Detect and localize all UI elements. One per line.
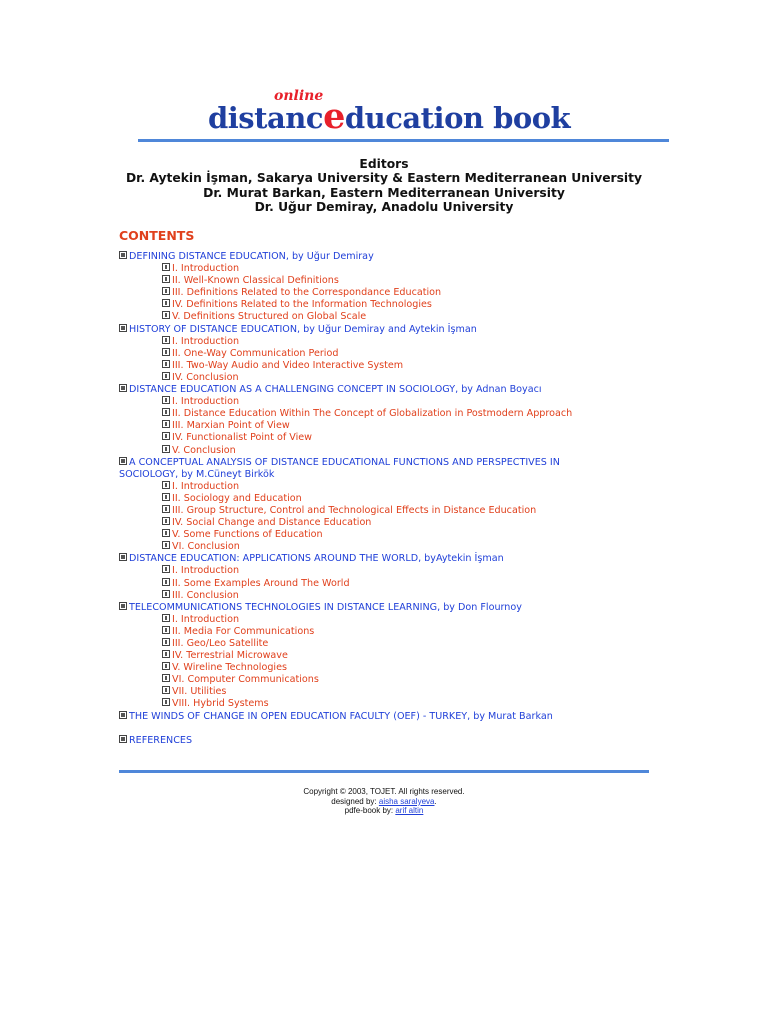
designed-by-line bbox=[0, 797, 768, 807]
toc-subsection-link-label[interactable]: II. Some Examples Around The World bbox=[172, 577, 350, 589]
toc-section-link-label[interactable]: TELECOMMUNICATIONS TECHNOLOGIES IN DISTANCE LEARNING, by Don Flournoy bbox=[129, 601, 522, 613]
expand-box-icon[interactable] bbox=[162, 505, 170, 513]
toc-subsection-link-label[interactable]: V. Wireline Technologies bbox=[172, 662, 287, 674]
expand-box-icon[interactable] bbox=[162, 698, 170, 706]
toc-subsection-link-label[interactable]: I. Introduction bbox=[172, 263, 240, 275]
toc-subsection-link[interactable] bbox=[119, 529, 609, 541]
expand-box-icon[interactable] bbox=[162, 626, 170, 634]
editors-heading: Editors bbox=[359, 157, 409, 171]
expand-box-icon[interactable] bbox=[162, 565, 170, 573]
toc-subsection-link-label[interactable]: II. Sociology and Education bbox=[172, 492, 302, 504]
toc-subsection-link[interactable] bbox=[119, 420, 609, 432]
toc-subsection-link[interactable] bbox=[119, 662, 609, 674]
toc-subsection-link[interactable] bbox=[119, 348, 609, 360]
toc-subsection-link-label[interactable]: IV. Definitions Related to the Information Technologies bbox=[172, 299, 432, 311]
toc-subsection-link-label[interactable]: III. Definitions Related to the Correspondance Education bbox=[172, 287, 442, 299]
expand-box-icon[interactable] bbox=[162, 541, 170, 549]
book-logo bbox=[208, 88, 571, 137]
toc-subsection-link[interactable] bbox=[119, 565, 609, 577]
toc-subsection-link[interactable] bbox=[119, 360, 609, 372]
editor-line: Dr. Murat Barkan, Eastern Mediterranean University bbox=[203, 185, 565, 200]
expand-box-icon[interactable] bbox=[162, 578, 170, 586]
expand-box-icon[interactable] bbox=[162, 311, 170, 319]
toc-section-link[interactable] bbox=[119, 251, 609, 263]
expand-box-icon[interactable] bbox=[162, 396, 170, 404]
toc-section-link-label[interactable]: DISTANCE EDUCATION: APPLICATIONS AROUND THE WORLD, byAytekin İşman bbox=[129, 553, 504, 565]
toc-subsection-link[interactable] bbox=[119, 541, 609, 553]
expand-box-icon[interactable] bbox=[162, 263, 170, 271]
copyright-text: Copyright © 2003, TOJET. All rights reserved. bbox=[303, 787, 465, 796]
expand-box-icon[interactable] bbox=[162, 517, 170, 525]
expand-box-icon[interactable] bbox=[162, 445, 170, 453]
toc-section-link-label[interactable]: A CONCEPTUAL ANALYSIS OF DISTANCE EDUCATIONAL FUNCTIONS AND PERSPECTIVES IN SOCIOLOGY, by M.Cüneyt Birkök bbox=[119, 456, 560, 480]
toc-subsection-link[interactable] bbox=[119, 263, 609, 275]
pdf-by-line bbox=[0, 806, 768, 816]
toc-subsection-link[interactable] bbox=[119, 287, 609, 299]
logo-big-e: e bbox=[323, 96, 345, 137]
expand-box-icon[interactable] bbox=[162, 348, 170, 356]
expand-box-icon[interactable] bbox=[119, 251, 127, 259]
toc-subsection-link-label[interactable]: III. Group Structure, Control and Technological Effects in Distance Education bbox=[172, 504, 537, 516]
footer bbox=[0, 787, 768, 816]
designed-by-label: designed by: bbox=[331, 796, 379, 806]
expand-box-icon[interactable] bbox=[162, 275, 170, 283]
toc-subsection-link[interactable] bbox=[119, 311, 609, 323]
toc-subsection-link-label[interactable]: V. Conclusion bbox=[172, 444, 236, 456]
expand-box-icon[interactable] bbox=[162, 614, 170, 622]
toc-subsection-link-label[interactable]: VII. Utilities bbox=[172, 686, 227, 698]
logo-wordmark bbox=[208, 96, 570, 137]
toc-subsection-link[interactable] bbox=[119, 638, 609, 650]
toc-subsection-link-label[interactable]: III. Two-Way Audio and Video Interactive System bbox=[172, 359, 404, 371]
bottom-divider bbox=[119, 770, 649, 773]
toc-subsection-link-label[interactable]: I. Introduction bbox=[172, 396, 240, 408]
expand-box-icon[interactable] bbox=[162, 686, 170, 694]
editor-line: Dr. Aytekin İşman, Sakarya University & Eastern Mediterranean University bbox=[125, 171, 643, 186]
expand-box-icon[interactable] bbox=[162, 420, 170, 428]
expand-box-icon[interactable] bbox=[162, 299, 170, 307]
toc-subsection-link-label[interactable]: VIII. Hybrid Systems bbox=[172, 698, 269, 710]
table-of-contents bbox=[119, 251, 609, 747]
toc-subsection-link-label[interactable]: I. Introduction bbox=[172, 565, 240, 577]
expand-box-icon[interactable] bbox=[119, 735, 127, 743]
toc-subsection-link-label[interactable]: III. Geo/Leo Satellite bbox=[172, 638, 269, 649]
expand-box-icon[interactable] bbox=[162, 432, 170, 440]
toc-subsection-link-label[interactable]: II. Well-Known Classical Definitions bbox=[172, 275, 339, 287]
toc-section-link-label[interactable]: THE WINDS OF CHANGE IN OPEN EDUCATION FACULTY (OEF) - TURKEY, by Murat Barkan bbox=[129, 710, 553, 722]
toc-subsection-link[interactable] bbox=[119, 432, 609, 444]
toc-subsection-link[interactable] bbox=[119, 408, 609, 420]
expand-box-icon[interactable] bbox=[162, 650, 170, 658]
expand-box-icon[interactable] bbox=[162, 590, 170, 598]
toc-subsection-link[interactable] bbox=[119, 505, 609, 517]
toc-subsection-link[interactable] bbox=[119, 275, 609, 287]
editors-block bbox=[0, 157, 768, 215]
logo-online-superscript: online bbox=[274, 88, 324, 104]
toc-subsection-link[interactable] bbox=[119, 698, 609, 710]
toc-subsection-link-label[interactable]: II. Media For Communications bbox=[172, 625, 315, 637]
toc-subsection-link-label[interactable]: I. Introduction bbox=[172, 613, 240, 625]
toc-subsection-link-label[interactable]: IV. Functionalist Point of View bbox=[172, 432, 313, 444]
toc-subsection-link[interactable] bbox=[119, 372, 609, 384]
toc-references-link-label[interactable]: REFERENCES bbox=[129, 734, 193, 746]
toc-references-link[interactable] bbox=[119, 735, 609, 747]
toc-subsection-link[interactable] bbox=[119, 299, 609, 311]
toc-section-link-label[interactable]: DEFINING DISTANCE EDUCATION, by Uğur Demiray bbox=[129, 251, 374, 262]
expand-box-icon[interactable] bbox=[162, 662, 170, 670]
toc-subsection-link-label[interactable]: III. Marxian Point of View bbox=[172, 420, 290, 432]
editor-line: Dr. Uğur Demiray, Anadolu University bbox=[254, 200, 514, 215]
toc-subsection-link[interactable] bbox=[119, 626, 609, 638]
toc-subsection-link-label[interactable]: VI. Conclusion bbox=[172, 541, 240, 553]
expand-box-icon[interactable] bbox=[119, 711, 127, 719]
toc-subsection-link[interactable] bbox=[119, 650, 609, 662]
expand-box-icon[interactable] bbox=[162, 674, 170, 682]
toc-section-link[interactable] bbox=[119, 457, 609, 481]
toc-subsection-link-label[interactable]: III. Conclusion bbox=[172, 589, 239, 601]
toc-subsection-link[interactable] bbox=[119, 517, 609, 529]
toc-section-link[interactable] bbox=[119, 553, 609, 565]
expand-box-icon[interactable] bbox=[162, 287, 170, 295]
toc-section-link-label[interactable]: HISTORY OF DISTANCE EDUCATION, by Uğur Demiray and Aytekin İşman bbox=[129, 323, 477, 335]
toc-subsection-link[interactable] bbox=[119, 674, 609, 686]
toc-subsection-link[interactable] bbox=[119, 445, 609, 457]
toc-subsection-link-label[interactable]: I. Introduction bbox=[172, 480, 240, 492]
toc-subsection-link-label[interactable]: II. One-Way Communication Period bbox=[172, 347, 339, 359]
toc-section-link[interactable] bbox=[119, 384, 609, 396]
toc-spacer bbox=[119, 723, 609, 735]
expand-box-icon[interactable] bbox=[162, 360, 170, 368]
expand-box-icon[interactable] bbox=[162, 529, 170, 537]
pdf-author-link[interactable]: arif altin bbox=[395, 806, 424, 816]
toc-subsection-link[interactable] bbox=[119, 686, 609, 698]
expand-box-icon[interactable] bbox=[162, 408, 170, 416]
toc-subsection-link[interactable] bbox=[119, 614, 609, 626]
toc-section-link[interactable] bbox=[119, 711, 609, 723]
toc-subsection-link-label[interactable]: II. Distance Education Within The Concept of Globalization in Postmodern Approach bbox=[172, 408, 573, 420]
contents-heading: CONTENTS bbox=[119, 228, 195, 243]
logo-text-after: ducation book bbox=[344, 101, 571, 135]
toc-subsection-link[interactable] bbox=[119, 493, 609, 505]
toc-subsection-link[interactable] bbox=[119, 578, 609, 590]
logo-text-before: distanc bbox=[208, 101, 324, 135]
toc-subsection-link-label[interactable]: V. Definitions Structured on Global Scale bbox=[172, 311, 367, 323]
pdf-by-label: pdfe-book by: bbox=[344, 806, 396, 816]
expand-box-icon[interactable] bbox=[119, 324, 127, 332]
toc-subsection-link-label[interactable]: VI. Computer Communications bbox=[172, 674, 319, 686]
expand-box-icon[interactable] bbox=[119, 553, 127, 561]
expand-box-icon[interactable] bbox=[162, 372, 170, 380]
expand-box-icon[interactable] bbox=[162, 638, 170, 646]
expand-box-icon[interactable] bbox=[119, 384, 127, 392]
expand-box-icon[interactable] bbox=[162, 336, 170, 344]
expand-box-icon[interactable] bbox=[162, 493, 170, 501]
toc-section-link[interactable] bbox=[119, 602, 609, 614]
expand-box-icon[interactable] bbox=[162, 481, 170, 489]
expand-box-icon[interactable] bbox=[119, 457, 127, 465]
toc-subsection-link[interactable] bbox=[119, 481, 609, 493]
designer-link[interactable]: aisha saralyeva bbox=[378, 796, 435, 806]
toc-subsection-link-label[interactable]: V. Some Functions of Education bbox=[172, 529, 323, 541]
toc-subsection-link-label[interactable]: IV. Conclusion bbox=[172, 371, 239, 383]
toc-subsection-link-label[interactable]: IV. Social Change and Distance Education bbox=[172, 517, 372, 529]
toc-subsection-link-label[interactable]: I. Introduction bbox=[172, 335, 240, 347]
top-divider bbox=[138, 139, 669, 142]
toc-section-link-label[interactable]: DISTANCE EDUCATION AS A CHALLENGING CONCEPT IN SOCIOLOGY, by Adnan Boyacı bbox=[129, 384, 542, 396]
designed-by-suffix: . bbox=[434, 796, 437, 806]
expand-box-icon[interactable] bbox=[119, 602, 127, 610]
toc-subsection-link[interactable] bbox=[119, 396, 609, 408]
toc-subsection-link[interactable] bbox=[119, 336, 609, 348]
toc-section-link[interactable] bbox=[119, 324, 609, 336]
toc-subsection-link[interactable] bbox=[119, 590, 609, 602]
toc-subsection-link-label[interactable]: IV. Terrestrial Microwave bbox=[172, 650, 288, 662]
